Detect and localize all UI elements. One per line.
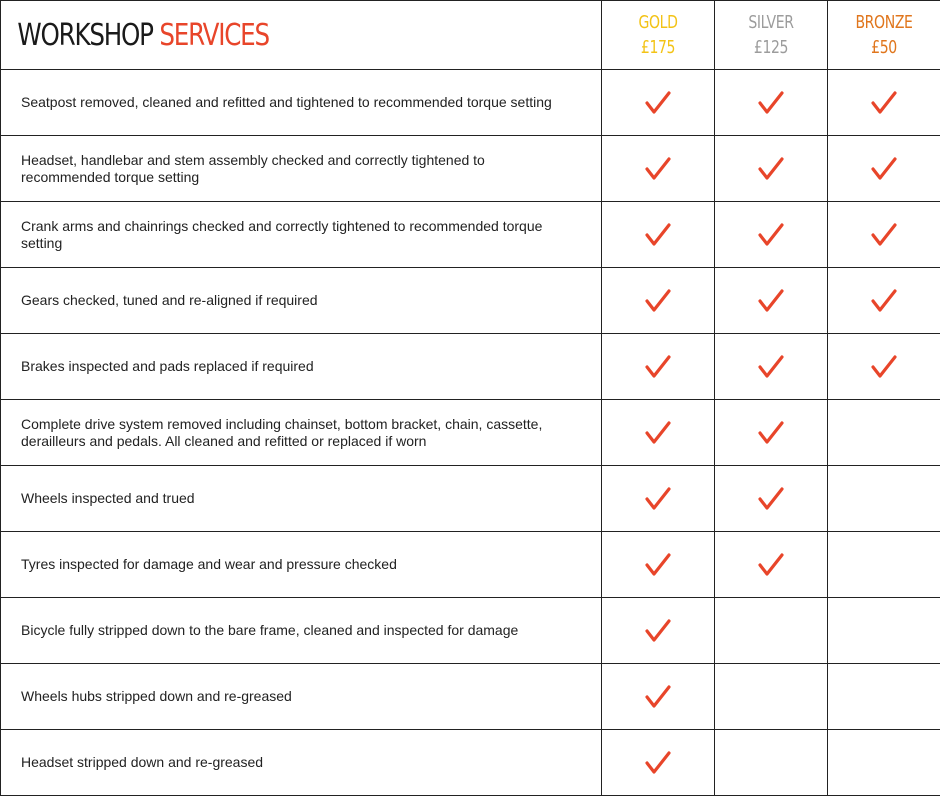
- service-description: Headset stripped down and re-greased: [1, 730, 602, 796]
- tier-header-gold: [602, 1, 715, 70]
- cell-bronze: [828, 400, 940, 466]
- table-row: [1, 532, 940, 598]
- table-row: [1, 334, 940, 400]
- cell-silver: [715, 268, 828, 334]
- cell-gold: [602, 268, 715, 334]
- check-icon: [758, 289, 784, 313]
- check-icon: [645, 553, 671, 577]
- cell-gold: [602, 598, 715, 664]
- table-header-row: [1, 1, 940, 70]
- cell-bronze: [828, 730, 940, 796]
- service-description: Crank arms and chainrings checked and correctly tightened to recommended torque setting: [1, 202, 602, 268]
- table-row: [1, 664, 940, 730]
- page-title: [1, 1, 602, 70]
- check-icon: [645, 685, 671, 709]
- service-description: Gears checked, tuned and re-aligned if required: [1, 268, 602, 334]
- tier-price: £50: [871, 37, 897, 58]
- cell-gold: [602, 136, 715, 202]
- cell-bronze: [828, 532, 940, 598]
- tier-header-silver: [715, 1, 828, 70]
- cell-silver: [715, 598, 828, 664]
- cell-bronze: [828, 334, 940, 400]
- cell-gold: [602, 400, 715, 466]
- table-row: [1, 400, 940, 466]
- service-description: Bicycle fully stripped down to the bare frame, cleaned and inspected for damage: [1, 598, 602, 664]
- check-icon: [645, 421, 671, 445]
- service-description: Brakes inspected and pads replaced if required: [1, 334, 602, 400]
- table-row: [1, 202, 940, 268]
- service-description: Wheels hubs stripped down and re-greased: [1, 664, 602, 730]
- tier-price: £125: [753, 37, 789, 58]
- cell-bronze: [828, 664, 940, 730]
- cell-silver: [715, 334, 828, 400]
- cell-gold: [602, 334, 715, 400]
- cell-silver: [715, 532, 828, 598]
- service-description: Headset, handlebar and stem assembly checked and correctly tightened to recommended torque setting: [1, 136, 602, 202]
- check-icon: [645, 91, 671, 115]
- check-icon: [645, 223, 671, 247]
- table-row: [1, 466, 940, 532]
- check-icon: [758, 157, 784, 181]
- tier-name: SILVER: [748, 12, 794, 33]
- title-word-workshop: WORKSHOP: [17, 17, 153, 53]
- check-icon: [758, 487, 784, 511]
- tier-price: £175: [640, 37, 676, 58]
- tier-name: GOLD: [638, 12, 678, 33]
- cell-gold: [602, 202, 715, 268]
- service-description: Seatpost removed, cleaned and refitted and tightened to recommended torque setting: [1, 70, 602, 136]
- cell-gold: [602, 70, 715, 136]
- check-icon: [871, 223, 897, 247]
- cell-bronze: [828, 466, 940, 532]
- cell-bronze: [828, 136, 940, 202]
- table-row: [1, 598, 940, 664]
- cell-silver: [715, 466, 828, 532]
- check-icon: [645, 289, 671, 313]
- cell-gold: [602, 664, 715, 730]
- check-icon: [758, 421, 784, 445]
- check-icon: [645, 355, 671, 379]
- cell-silver: [715, 70, 828, 136]
- check-icon: [758, 91, 784, 115]
- check-icon: [758, 355, 784, 379]
- service-description: Tyres inspected for damage and wear and pressure checked: [1, 532, 602, 598]
- check-icon: [645, 157, 671, 181]
- tier-header-bronze: [828, 1, 940, 70]
- cell-gold: [602, 466, 715, 532]
- check-icon: [645, 751, 671, 775]
- check-icon: [758, 223, 784, 247]
- check-icon: [758, 553, 784, 577]
- check-icon: [645, 619, 671, 643]
- cell-silver: [715, 730, 828, 796]
- check-icon: [871, 355, 897, 379]
- cell-silver: [715, 400, 828, 466]
- cell-silver: [715, 136, 828, 202]
- table-row: [1, 268, 940, 334]
- tier-name: BRONZE: [855, 12, 913, 33]
- cell-gold: [602, 532, 715, 598]
- service-description: Wheels inspected and trued: [1, 466, 602, 532]
- cell-bronze: [828, 598, 940, 664]
- cell-silver: [715, 202, 828, 268]
- check-icon: [645, 487, 671, 511]
- cell-bronze: [828, 70, 940, 136]
- table-row: [1, 70, 940, 136]
- cell-bronze: [828, 202, 940, 268]
- check-icon: [871, 157, 897, 181]
- check-icon: [871, 91, 897, 115]
- title-word-services: SERVICES: [159, 17, 269, 53]
- cell-bronze: [828, 268, 940, 334]
- table-row: [1, 730, 940, 796]
- check-icon: [871, 289, 897, 313]
- cell-silver: [715, 664, 828, 730]
- table-row: [1, 136, 940, 202]
- service-description: Complete drive system removed including chainset, bottom bracket, chain, cassette, derailleurs and pedals. All cleaned and refitted or replaced if worn: [1, 400, 602, 466]
- cell-gold: [602, 730, 715, 796]
